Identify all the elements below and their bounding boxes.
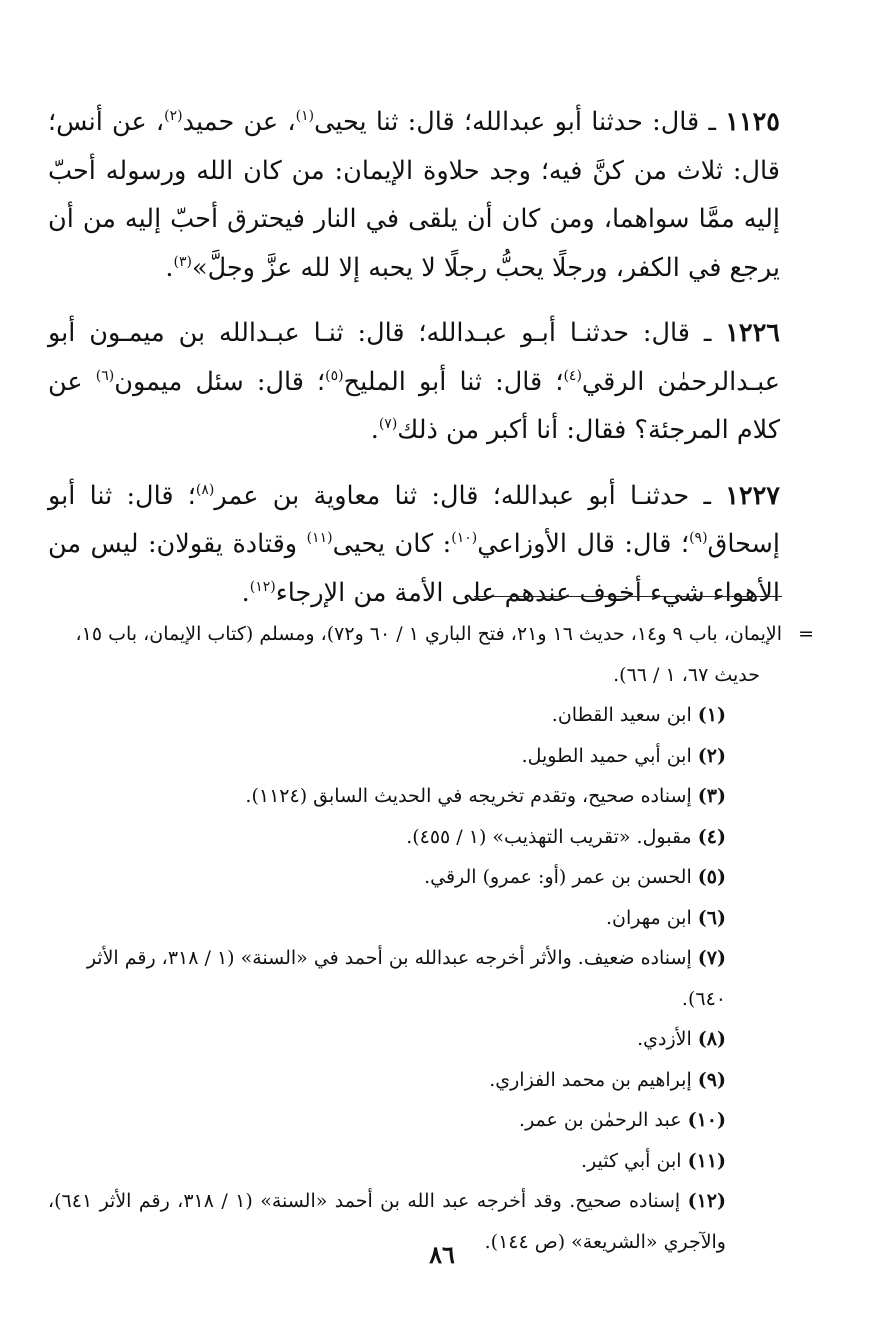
footnote-text: ابن سعيد القطان. (551, 704, 698, 726)
footnote-ref: (٧) (378, 416, 398, 432)
footnote-6 (48, 898, 782, 939)
footnote-text: إسناده ضعيف. والأثر أخرجه عبدالله بن أحمد في «السنة» (١ / ٣١٨، رقم الأثر ٦٤٠). (86, 947, 726, 1010)
footnote-ref: (١٠) (451, 530, 478, 546)
continuation-text: الإيمان، باب ٩ و١٤، حديث ١٦ و٢١، فتح الباري ١ / ٦٠ و٧٢)، ومسلم (كتاب الإيمان، باب ١٥، حديث ٦٧، ١ / ٦٦). (75, 623, 782, 686)
footnote-9 (48, 1060, 782, 1101)
footnote-text: عبد الرحمٰن بن عمر. (519, 1109, 688, 1131)
footnote-number: (٩) (697, 1068, 726, 1091)
hadith-text: . (370, 415, 379, 445)
footnote-ref: (٨) (195, 481, 215, 498)
hadith-text: ـ قال: حدثنا أبو عبدالله؛ قال: ثنا يحيى (314, 107, 726, 137)
footnote-number: (٢) (697, 744, 726, 767)
footnote-ref: (٥) (325, 367, 344, 384)
hadith-text: . (165, 252, 174, 283)
hadith-text: وقتادة يقولان: ليس من الأهواء شيء أخوف عندهم على الأمة من الإرجاء (48, 529, 780, 608)
footnote-text: مقبول. «تقريب التهذيب» (١ / ٤٥٥). (406, 825, 698, 848)
footnote-number: (٥) (697, 866, 726, 888)
hadith-text: ؛ قال: سئل ميمون (114, 366, 326, 397)
footnote-text: الأزدي. (637, 1028, 698, 1050)
footnote-text: ابن مهران. (605, 906, 698, 929)
page-number: ٨٦ (429, 1240, 455, 1269)
footnote-4 (48, 817, 782, 858)
hadith-1125 (48, 98, 780, 292)
hadith-text: ـ حدثنـا أبو عبدالله؛ قال: ثنا معاوية بن عمر (214, 480, 726, 511)
footnote-separator (474, 596, 782, 597)
hadith-text: : كان يحيى (332, 529, 452, 559)
footnote-text: إسناده صحيح. وقد أخرجه عبد الله بن أحمد «السنة» (١ / ٣١٨، رقم الأثر ٦٤١)، والآجري «الشريعة» (ص ١٤٤). (48, 1190, 726, 1253)
footnote-ref: (١١) (306, 530, 333, 546)
footnote-1 (48, 695, 782, 736)
footnote-ref: (١٢) (249, 578, 276, 595)
footnotes (48, 614, 814, 1262)
footnote-11 (48, 1141, 782, 1182)
footnote-text: ابن أبي حميد الطويل. (521, 744, 698, 767)
hadith-text: . (241, 577, 250, 608)
footnote-ref: (٣) (173, 253, 192, 270)
footnote-ref: (٤) (563, 367, 582, 384)
footnote-continuation: = الإيمان، باب ٩ و١٤، حديث ١٦ و٢١، فتح الباري ١ / ٦٠ و٧٢)، ومسلم (كتاب الإيمان، باب ١٥، حديث ٦٧، ١ / ٦٦). (75, 623, 814, 686)
hadith-text: عن كلام المرجئة؟ فقال: أنا أكبر من ذلك (48, 366, 780, 445)
footnote-8 (48, 1019, 782, 1060)
footnote-number: (٣) (697, 785, 726, 807)
footnote-ref: (٩) (689, 530, 708, 546)
footnote-number: (٧) (697, 947, 726, 969)
hadith-text: ؛ قال: ثنا أبو المليح (343, 366, 564, 397)
hadith-text: ؛ قال: قال الأوزاعي (477, 529, 690, 559)
footnote-3 (48, 776, 782, 817)
footnote-text: إبراهيم بن محمد الفزاري. (489, 1068, 698, 1091)
footnote-ref: (١) (295, 108, 315, 124)
hadith-1226 (48, 309, 780, 455)
footnote-7 (48, 938, 782, 1019)
hadith-text: ؛ قال: ثنا أبو إسحاق (48, 480, 780, 559)
footnote-5 (48, 857, 782, 898)
footnote-ref: (٢) (164, 108, 183, 124)
hadith-text: ـ قال: حدثنـا أبـو عبـدالله؛ قال: ثنـا عبـدالله بن ميمـون أبو عبـدالرحمٰن الرقي (48, 318, 781, 397)
main-text (48, 98, 780, 634)
hadith-number: ١١٢٥ (725, 107, 780, 137)
hadith-text: ، عن أنس؛ قال: ثلاث من كنَّ فيه؛ وجد حلاوة الإيمان: من كان الله ورسوله أحبّ إليه ممَّا سواهما، ومن كان أن يلقى في النار فيحترق أحبّ إليه من أن يرجع في الكفر، ورجلًا يحبُّ رجلًا لا يحبه إلا لله عزَّ وجلَّ» (48, 107, 780, 283)
footnote-text: الحسن بن عمر (أو: عمرو) الرقي. (424, 866, 698, 888)
footnote-number: (١١) (687, 1149, 726, 1172)
footnote-number: (٤) (697, 825, 726, 848)
footnote-ref: (٦) (95, 367, 115, 384)
footnote-10 (48, 1100, 782, 1141)
hadith-number: ١٢٢٦ (725, 318, 780, 348)
hadith-number: ١٢٢٧ (725, 480, 780, 511)
hadith-text: ، عن حميد (182, 107, 296, 137)
footnote-2 (48, 736, 782, 777)
footnote-text: ابن أبي كثير. (580, 1149, 688, 1172)
footnote-number: (١) (697, 704, 726, 726)
footnote-number: (١٠) (687, 1109, 726, 1131)
footnote-number: (٨) (697, 1028, 726, 1050)
footnote-number: (٦) (697, 906, 726, 929)
footnote-number: (١٢) (687, 1190, 727, 1212)
footnote-text: إسناده صحيح، وتقدم تخريجه في الحديث السابق (١١٢٤). (245, 785, 698, 807)
